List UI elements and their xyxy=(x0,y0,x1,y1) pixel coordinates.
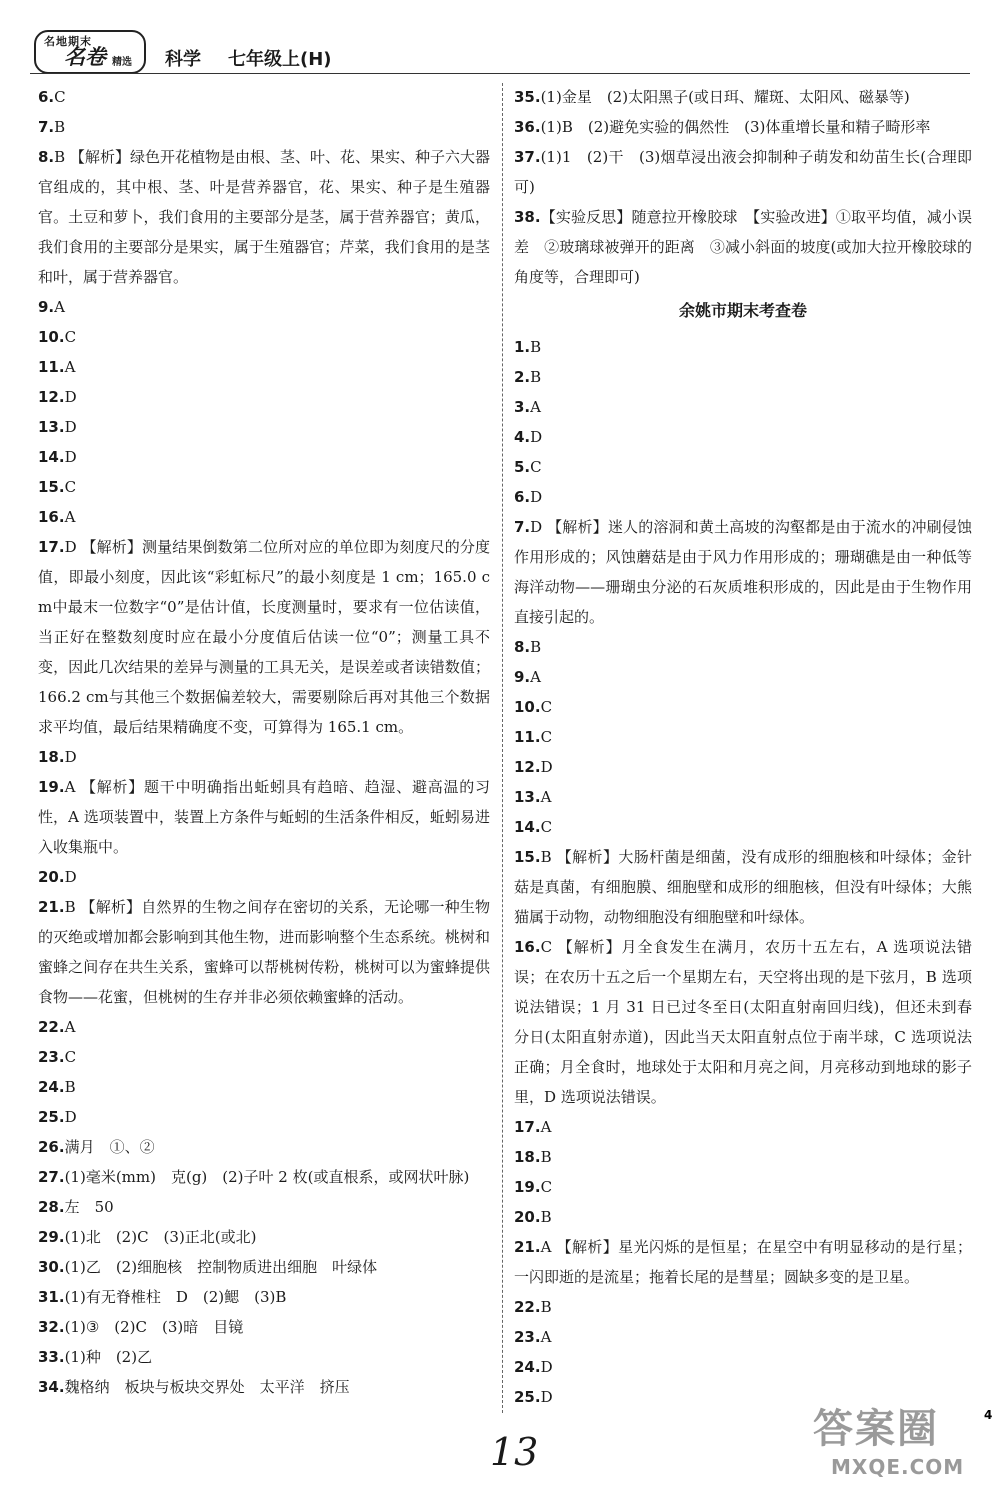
answer-number: 11. xyxy=(38,358,65,376)
answer-text: (1)乙 (2)细胞核 控制物质进出细胞 叶绿体 xyxy=(64,1258,378,1276)
answer-item xyxy=(38,1042,490,1072)
answer-text: A xyxy=(64,1018,76,1036)
answer-number: 7. xyxy=(514,518,531,536)
answer-number: 11. xyxy=(514,728,541,746)
answer-number: 20. xyxy=(514,1208,541,1226)
answer-number: 3. xyxy=(514,398,531,416)
answer-text: A xyxy=(64,508,76,526)
answer-text: C xyxy=(64,1048,77,1066)
answer-text: A xyxy=(540,1328,552,1346)
answer-item xyxy=(514,752,972,782)
answer-number: 4. xyxy=(514,428,531,446)
answer-number: 26. xyxy=(38,1138,65,1156)
answer-number: 28. xyxy=(38,1198,65,1216)
answer-text: B 【解析】绿色开花植物是由根、茎、叶、花、果实、种子六大器官组成的，其中根、茎、叶是营养器官，花、果实、种子是生殖器官。土豆和萝卜，我们食用的主要部分是茎，属于营养器官；黄瓜，我们食用的主要部分是果实，属于生殖器官；芹菜，我们食用的是茎和叶，属于营养器官。 xyxy=(38,148,490,286)
answer-item xyxy=(514,932,972,1112)
answer-text: D xyxy=(540,1358,553,1376)
watermark xyxy=(805,1395,995,1485)
answer-item xyxy=(38,382,490,412)
edge-page-number: 4 xyxy=(984,1408,993,1422)
answer-item xyxy=(514,422,972,452)
answer-text: A xyxy=(530,668,541,686)
answer-text: (1)B (2)避免实验的偶然性 (3)体重增长量和精子畸形率 xyxy=(540,118,931,136)
answer-text: (1)有无脊椎柱 D (2)鳃 (3)B xyxy=(64,1288,287,1306)
answer-number: 15. xyxy=(38,478,65,496)
answer-item xyxy=(514,1322,972,1352)
answer-item xyxy=(38,1162,490,1192)
answer-item xyxy=(514,362,972,392)
answer-number: 6. xyxy=(514,488,531,506)
answer-item xyxy=(38,1372,490,1402)
answer-number: 17. xyxy=(38,538,65,556)
answer-text: C xyxy=(540,728,553,746)
answer-text: D xyxy=(540,1388,553,1406)
answer-number: 22. xyxy=(514,1298,541,1316)
answer-number: 30. xyxy=(38,1258,65,1276)
answer-text: A xyxy=(540,1118,552,1136)
answer-number: 9. xyxy=(38,298,55,316)
answer-text: (1)北 (2)C (3)正北(或北) xyxy=(64,1228,257,1246)
answer-text: C xyxy=(540,1178,553,1196)
answer-item xyxy=(514,392,972,422)
answer-number: 38. xyxy=(514,208,541,226)
answer-text: D xyxy=(530,428,543,446)
answer-text: D xyxy=(64,388,77,406)
answer-text: A 【解析】题干中明确指出蚯蚓具有趋暗、趋湿、避高温的习性，A 选项装置中，装置上方条件与蚯蚓的生活条件相反，蚯蚓易进入收集瓶中。 xyxy=(38,778,490,856)
answer-text: C xyxy=(540,698,553,716)
answer-text: B 【解析】自然界的生物之间存在密切的关系，无论哪一种生物的灭绝或增加都会影响到其他生物，进而影响整个生态系统。桃树和蜜蜂之间存在共生关系，蜜蜂可以帮桃树传粉，桃树可以为蜜蜂提供食物——花蜜，但桃树的生存并非必须依赖蜜蜂的活动。 xyxy=(38,898,490,1006)
watermark-text: 答案圈 xyxy=(813,1406,939,1452)
answer-number: 24. xyxy=(38,1078,65,1096)
answer-number: 35. xyxy=(514,88,541,106)
answer-text: 【实验反思】随意拉开橡胶球 【实验改进】①取平均值，减小误差 ②玻璃球被弹开的距离 ③减小斜面的坡度(或加大拉开橡胶球的角度等，合理即可) xyxy=(514,208,972,286)
answer-item xyxy=(38,82,490,112)
answer-text: B xyxy=(530,638,542,656)
answer-item xyxy=(38,472,490,502)
answer-number: 13. xyxy=(514,788,541,806)
answer-text: D xyxy=(530,488,543,506)
left-answer-column xyxy=(38,82,490,1402)
answer-number: 14. xyxy=(514,818,541,836)
answer-text: A xyxy=(54,298,65,316)
answer-item xyxy=(514,482,972,512)
answer-item xyxy=(514,332,972,362)
answer-text: 左 50 xyxy=(64,1198,114,1216)
answer-number: 15. xyxy=(514,848,541,866)
answer-item xyxy=(514,1172,972,1202)
answer-text: A 【解析】星光闪烁的是恒星；在星空中有明显移动的是行星；一闪即逝的是流星；拖着长尾的是彗星；圆缺多变的是卫星。 xyxy=(514,1238,972,1286)
answer-item xyxy=(38,1312,490,1342)
answer-number: 24. xyxy=(514,1358,541,1376)
answer-number: 10. xyxy=(38,328,65,346)
answer-number: 21. xyxy=(514,1238,541,1256)
answer-text: D 【解析】测量结果倒数第二位所对应的单位即为刻度尺的分度值，即最小刻度，因此该“彩虹标尺”的最小刻度是 1 cm；165.0 cm中最末一位数字“0”是估计值，长度测量时，要求有一位估读值，当正好在整数刻度时应在最小分度值后估读一位“0”；测量工具不变，因此几次结果的差异与测量的工具无关，是误差或者读错数值；166.2 cm与其他三个数据偏差较大，需要剔除后再对其他三个数据求平均值，最后结果精确度不变，可算得为 165.1 cm。 xyxy=(38,538,490,736)
answer-item xyxy=(38,1102,490,1132)
answer-number: 6. xyxy=(38,88,55,106)
grade-label: 七年级上(H) xyxy=(228,49,332,70)
answer-item xyxy=(38,1222,490,1252)
answer-item xyxy=(514,452,972,482)
answer-item xyxy=(38,742,490,772)
answer-text: A xyxy=(64,358,76,376)
answer-text: B 【解析】大肠杆菌是细菌，没有成形的细胞核和叶绿体；金针菇是真菌，有细胞膜、细胞壁和成形的细胞核，但没有叶绿体；大熊猫属于动物，动物细胞没有细胞壁和叶绿体。 xyxy=(514,848,972,926)
answer-number: 16. xyxy=(38,508,65,526)
answer-text: C 【解析】月全食发生在满月，农历十五左右，A 选项说法错误；在农历十五之后一个星期左右，天空将出现的是下弦月，B 选项说法错误；1 月 31 日已过冬至日(太阳直射南回归线)，但还未到春分日(太阳直射赤道)，因此当天太阳直射点位于南半球，C 选项说法正确；月全食时，地球处于太阳和月亮之间，月亮移动到地球的影子里，D 选项说法错误。 xyxy=(514,938,972,1106)
answer-item xyxy=(514,812,972,842)
answer-number: 23. xyxy=(38,1048,65,1066)
answer-text: B xyxy=(540,1148,552,1166)
answer-item xyxy=(38,322,490,352)
right-answer-column xyxy=(514,82,972,1412)
answer-text: 魏格纳 板块与板块交界处 太平洋 挤压 xyxy=(64,1378,350,1396)
answer-text: D xyxy=(64,418,77,436)
answer-number: 29. xyxy=(38,1228,65,1246)
answer-item xyxy=(38,352,490,382)
answer-text: (1)金星 (2)太阳黑子(或日珥、耀斑、太阳风、磁暴等) xyxy=(540,88,910,106)
answer-number: 36. xyxy=(514,118,541,136)
answer-text: C xyxy=(540,818,553,836)
answer-item xyxy=(514,692,972,722)
answer-item xyxy=(514,722,972,752)
answer-text: A xyxy=(540,788,552,806)
answer-text: D xyxy=(64,448,77,466)
answer-number: 2. xyxy=(514,368,531,386)
answer-text: C xyxy=(64,478,77,496)
answer-text: (1)1 (2)干 (3)烟草浸出液会抑制种子萌发和幼苗生长(合理即可) xyxy=(514,148,972,196)
answer-text: B xyxy=(540,1298,552,1316)
answer-text: (1)③ (2)C (3)暗 目镜 xyxy=(64,1318,244,1336)
answer-number: 19. xyxy=(38,778,65,796)
book-logo xyxy=(34,30,146,74)
answer-item xyxy=(38,1252,490,1282)
answer-item xyxy=(514,1292,972,1322)
answer-item xyxy=(514,1112,972,1142)
answer-item xyxy=(38,862,490,892)
answer-item xyxy=(514,782,972,812)
answer-text: D xyxy=(64,1108,77,1126)
answer-number: 7. xyxy=(38,118,55,136)
answer-number: 20. xyxy=(38,868,65,886)
answer-number: 19. xyxy=(514,1178,541,1196)
answer-item xyxy=(38,1282,490,1312)
answer-number: 23. xyxy=(514,1328,541,1346)
answer-number: 17. xyxy=(514,1118,541,1136)
answer-item xyxy=(38,772,490,862)
logo-top-text: 名地期末 xyxy=(44,35,92,48)
answer-number: 31. xyxy=(38,1288,65,1306)
answer-number: 13. xyxy=(38,418,65,436)
answer-number: 8. xyxy=(38,148,55,166)
answer-text: B xyxy=(530,338,542,356)
answer-number: 5. xyxy=(514,458,531,476)
answer-text: B xyxy=(540,1208,552,1226)
answer-item xyxy=(514,1142,972,1172)
header-divider xyxy=(30,73,970,74)
answer-item xyxy=(38,442,490,472)
answer-item xyxy=(514,82,972,112)
subject-label: 科学 xyxy=(165,49,201,70)
answer-item xyxy=(38,892,490,1012)
answer-number: 21. xyxy=(38,898,65,916)
answer-text: C xyxy=(54,88,66,106)
answer-number: 9. xyxy=(514,668,531,686)
answer-item xyxy=(514,1232,972,1292)
answer-text: D xyxy=(540,758,553,776)
handwritten-page-number: 13 xyxy=(490,1430,539,1474)
answer-number: 12. xyxy=(514,758,541,776)
answer-number: 33. xyxy=(38,1348,65,1366)
answer-number: 12. xyxy=(38,388,65,406)
column-divider xyxy=(502,83,503,1413)
answer-item xyxy=(514,512,972,632)
answer-number: 18. xyxy=(514,1148,541,1166)
answer-item xyxy=(514,842,972,932)
answer-text: C xyxy=(64,328,77,346)
watermark-url: MXQE.COM xyxy=(831,1455,965,1479)
answer-number: 1. xyxy=(514,338,531,356)
page-header xyxy=(30,30,970,74)
answer-number: 18. xyxy=(38,748,65,766)
answer-item xyxy=(514,202,972,292)
answer-text: (1)毫米(mm) 克(g) (2)子叶 2 枚(或直根系，或网状叶脉) xyxy=(64,1168,470,1186)
answer-text: (1)种 (2)乙 xyxy=(64,1348,153,1366)
answer-item xyxy=(38,412,490,442)
answer-item xyxy=(38,1192,490,1222)
answer-text: C xyxy=(530,458,542,476)
answer-text: D 【解析】迷人的溶洞和黄土高坡的沟壑都是由于流水的冲刷侵蚀作用形成的；风蚀蘑菇是由于风力作用形成的；珊瑚礁是由一种低等海洋动物——珊瑚虫分泌的石灰质堆积形成的，因此是由于生物作用直接引起的。 xyxy=(514,518,972,626)
right-top-answers xyxy=(514,82,972,292)
answer-item xyxy=(514,662,972,692)
answer-number: 16. xyxy=(514,938,541,956)
answer-item xyxy=(514,112,972,142)
answer-item xyxy=(38,142,490,292)
right-bottom-answers xyxy=(514,332,972,1412)
answer-item xyxy=(38,112,490,142)
answer-number: 37. xyxy=(514,148,541,166)
answer-number: 25. xyxy=(514,1388,541,1406)
answer-text: B xyxy=(64,1078,76,1096)
logo-main-text: 名卷 xyxy=(64,45,106,69)
answer-item xyxy=(514,1202,972,1232)
answer-item xyxy=(38,1012,490,1042)
answer-number: 34. xyxy=(38,1378,65,1396)
section-title: 余姚市期末考查卷 xyxy=(678,301,807,320)
answer-item xyxy=(514,632,972,662)
answer-number: 10. xyxy=(514,698,541,716)
answer-number: 22. xyxy=(38,1018,65,1036)
answer-text: A xyxy=(530,398,541,416)
logo-sub-text: 精选 xyxy=(112,57,132,68)
answer-item xyxy=(38,532,490,742)
answer-item xyxy=(38,1342,490,1372)
answer-item xyxy=(38,502,490,532)
answer-number: 25. xyxy=(38,1108,65,1126)
answer-text: D xyxy=(64,868,77,886)
answer-number: 8. xyxy=(514,638,531,656)
answer-text: B xyxy=(54,118,66,136)
answer-item xyxy=(514,142,972,202)
answer-text: 满月 ①、② xyxy=(64,1138,155,1156)
answer-number: 32. xyxy=(38,1318,65,1336)
answer-number: 27. xyxy=(38,1168,65,1186)
answer-item xyxy=(38,1072,490,1102)
answer-item xyxy=(38,1132,490,1162)
answer-item xyxy=(514,1352,972,1382)
answer-item xyxy=(38,292,490,322)
answer-text: B xyxy=(530,368,542,386)
answer-text: D xyxy=(64,748,77,766)
answer-number: 14. xyxy=(38,448,65,466)
